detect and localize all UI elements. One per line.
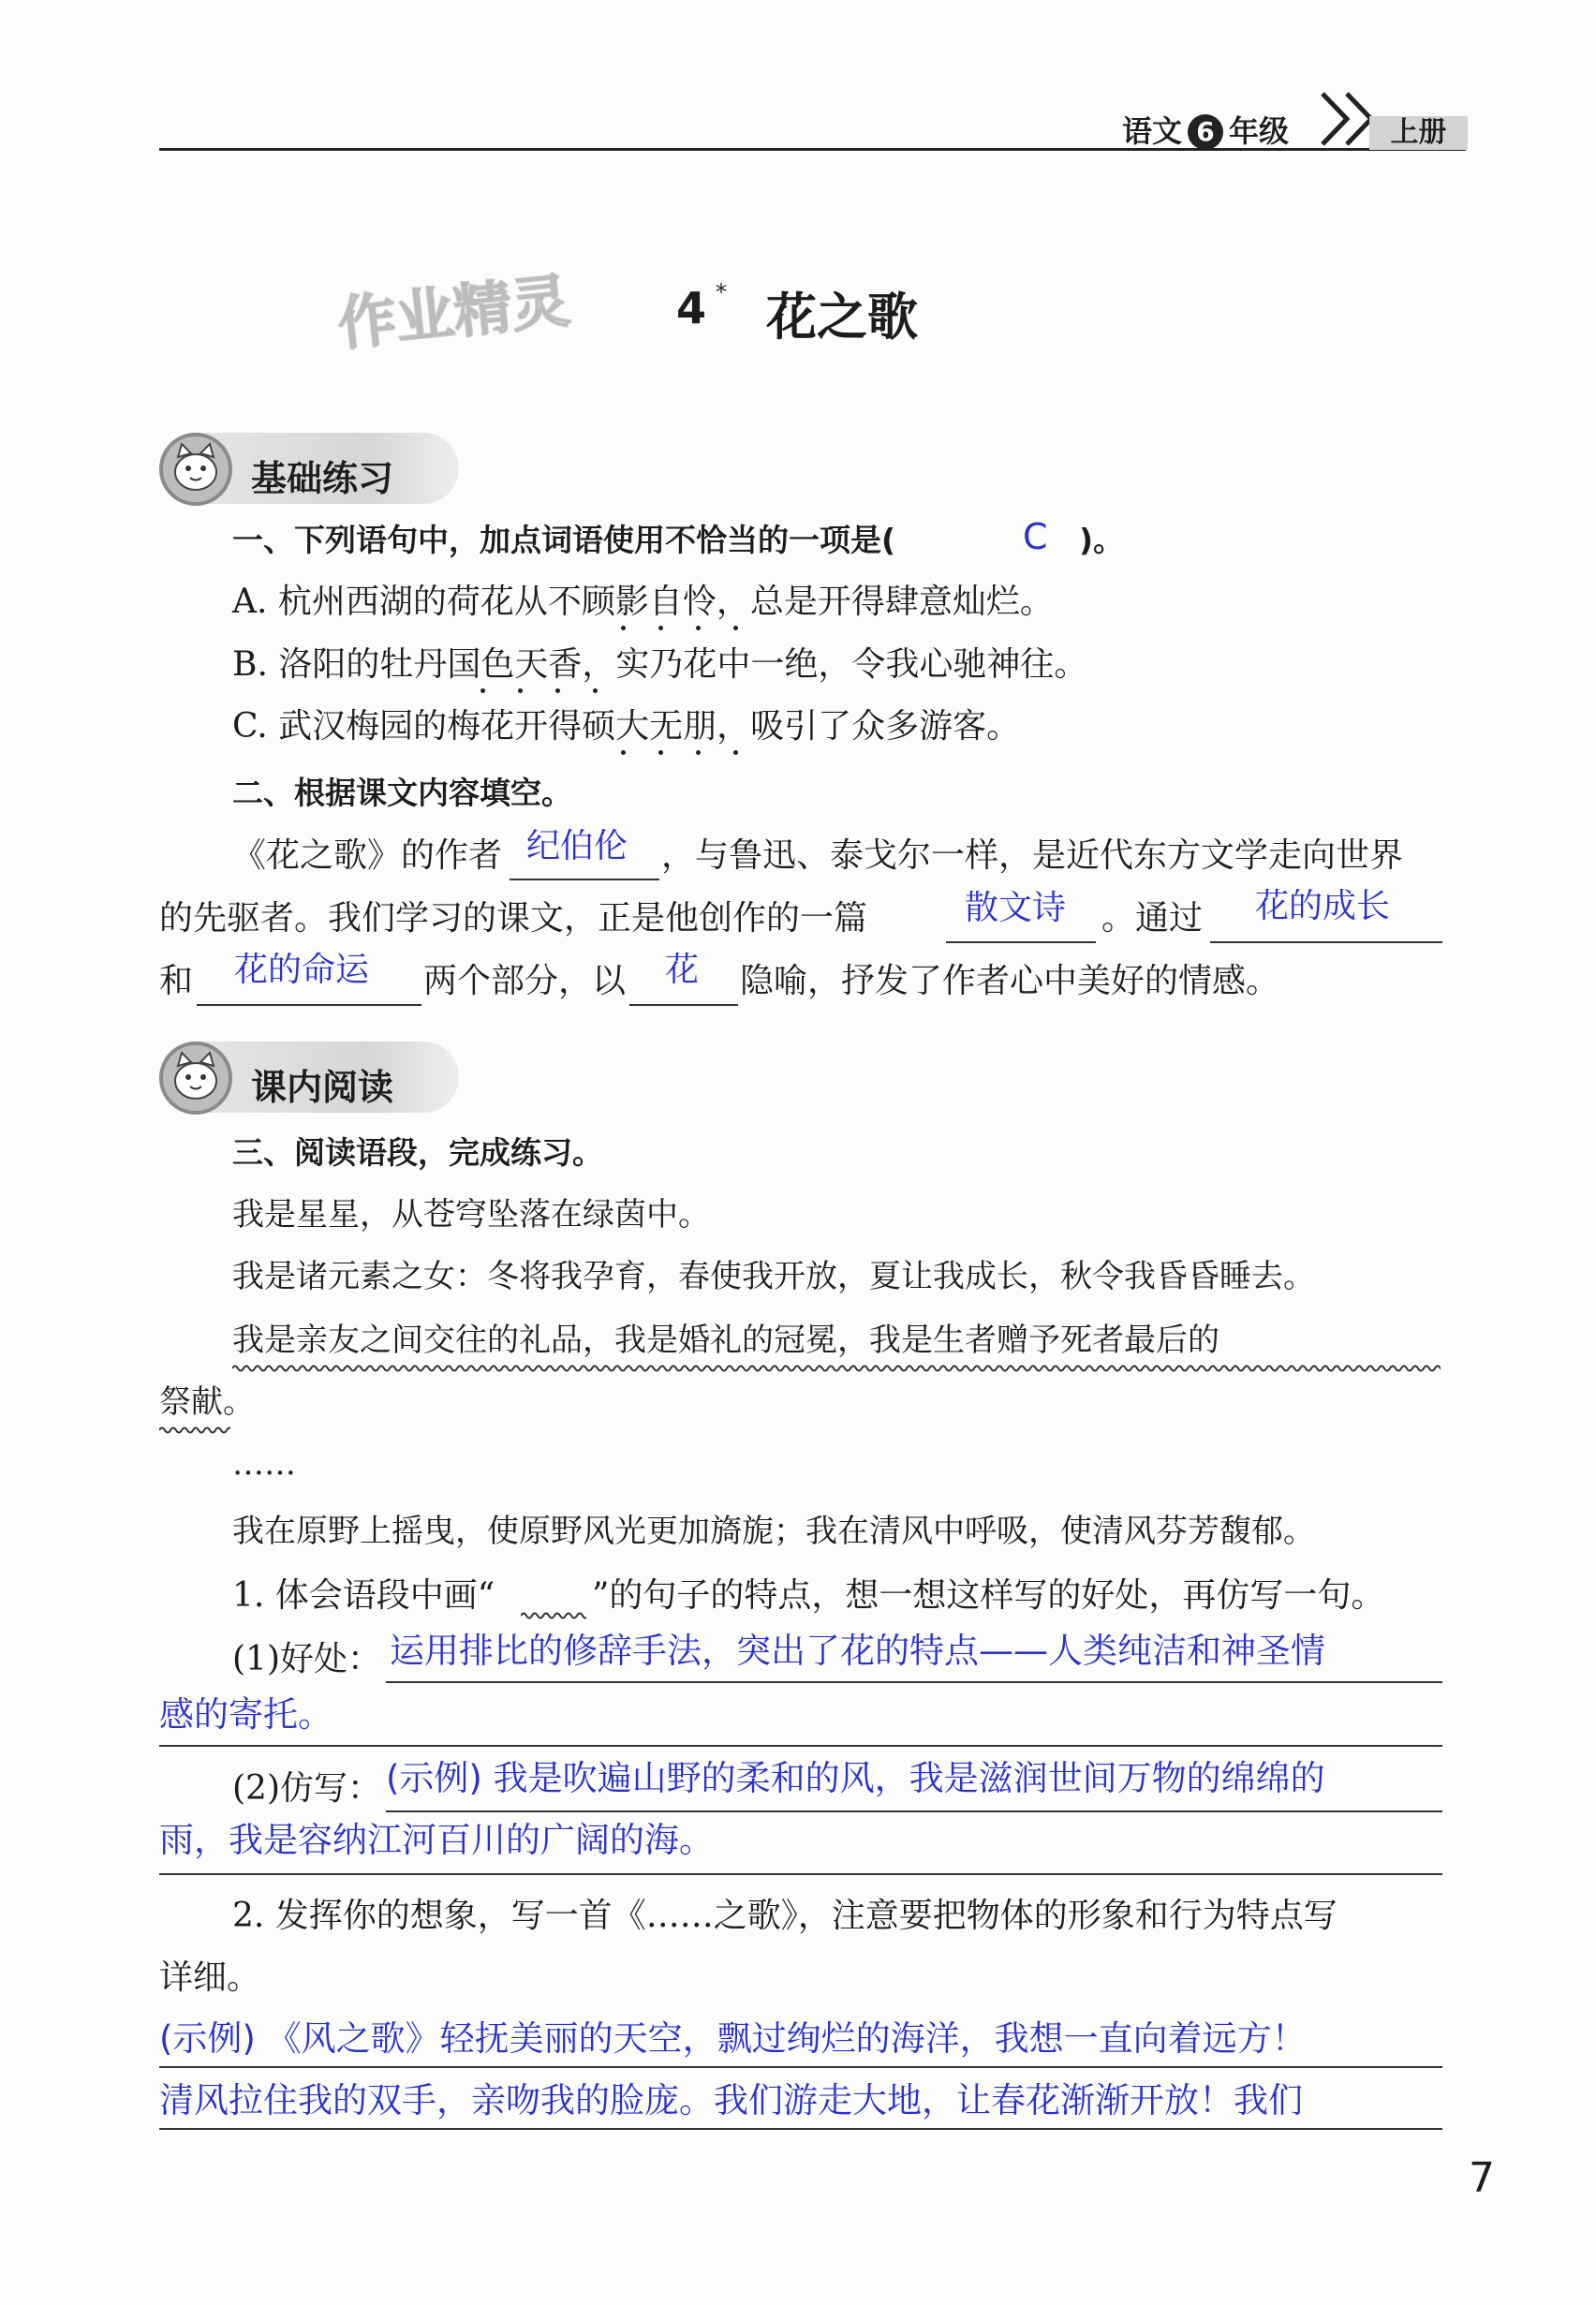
q2-prompt: 二、根据课文内容填空。 (232, 775, 572, 811)
header-subject-prefix: 语文 (1122, 113, 1183, 149)
sub1-1-answer: 运用排比的修辞手法，突出了花的特点——人类纯洁和神圣情 (390, 1631, 1325, 1671)
blank-line (197, 1004, 421, 1006)
q2-line1-a: 《花之歌》的作者 (232, 836, 503, 875)
sub2-prompt: 详细。 (159, 1958, 261, 1997)
q1-prompt: 一、下列语句中，加点词语使用不恰当的一项是( (232, 522, 896, 558)
q3-prompt: 三、阅读语段，完成练习。 (232, 1134, 603, 1171)
lesson-title: 花之歌 (766, 288, 918, 347)
passage-line: 我是星星，从苍穹坠落在绿茵中。 (232, 1196, 710, 1234)
q2-line2-a: 的先驱者。我们学习的课文，正是他创作的一篇 (159, 899, 868, 938)
q2-line3-a: 和 (159, 962, 194, 1000)
emphasis-dot (555, 688, 560, 693)
q2-line3-c: 隐喻，抒发了作者心中美好的情感。 (740, 962, 1280, 1000)
blank-line (629, 1004, 738, 1006)
q2-answer-flower: 花 (665, 951, 700, 989)
q2-line2-b: 。通过 (1101, 899, 1204, 938)
blank-line (946, 941, 1096, 943)
answer-line (159, 2066, 1442, 2068)
emphasis-dot (621, 626, 626, 630)
passage-line: 我在原野上摇曳，使原野风光更加旖旎；我在清风中呼吸，使清风芬芳馥郁。 (232, 1513, 1315, 1550)
header-subject-suffix: 年级 (1229, 113, 1290, 149)
sub1-2-answer: 雨，我是容纳江河百川的广阔的海。 (159, 1820, 714, 1860)
sub2-answer: (示例) 《风之歌》轻抚美丽的天空，飘过绚烂的海洋，我想一直向着远方！ (159, 2018, 1307, 2059)
q2-answer-author: 纪伯伦 (526, 827, 628, 865)
answer-line (386, 1681, 1442, 1683)
emphasis-dot (518, 688, 523, 693)
emphasis-dot (733, 626, 738, 630)
passage-ellipsis: …… (232, 1445, 296, 1483)
answer-line (386, 1810, 1442, 1812)
header-volume: 上册 (1369, 116, 1468, 150)
option-a: A. 杭州西湖的荷花从不顾影自怜，总是开得肆意灿烂。 (232, 583, 1054, 621)
sub1-2-answer: (示例) 我是吹遍山野的柔和的风，我是滋润世间万物的绵绵的 (386, 1758, 1325, 1798)
emphasis-dot (696, 750, 701, 755)
wavy-underline (232, 1360, 1441, 1378)
page-number: 7 (1469, 2154, 1495, 2202)
passage-line: 祭献。 (159, 1383, 255, 1421)
q2-answer-genre: 散文诗 (965, 889, 1067, 927)
option-b: B. 洛阳的牡丹国色天香，实乃花中一绝，令我心驰神往。 (232, 645, 1088, 684)
emphasis-dot (593, 688, 598, 693)
cat-icon (159, 433, 232, 506)
section-title-basic: 基础练习 (251, 458, 394, 499)
q1-suffix: )。 (1079, 522, 1125, 558)
wavy-underline (159, 1422, 230, 1440)
section-title-reading: 课内阅读 (251, 1067, 394, 1108)
passage-line: 我是诸元素之女：冬将我孕育，春使我开放，夏让我成长，秋令我昏昏睡去。 (232, 1258, 1315, 1295)
answer-line (159, 2128, 1442, 2130)
sub1-prompt-b: ”的句子的特点，想一想这样写的好处，再仿写一句。 (592, 1576, 1385, 1615)
lesson-marker: * (716, 279, 727, 305)
sub1-2-label: (2)仿写： (232, 1769, 381, 1808)
watermark: 作业精灵 (334, 266, 573, 359)
cat-icon (159, 1042, 232, 1115)
q2-line3-b: 两个部分，以 (423, 962, 627, 1000)
wavy-sample (521, 1607, 586, 1625)
sub1-prompt-a: 1. 体会语段中画“ (232, 1576, 495, 1615)
sub2-prompt: 2. 发挥你的想象，写一首《……之歌》，注意要把物体的形象和行为特点写 (232, 1897, 1337, 1935)
emphasis-dot (658, 750, 663, 755)
q1-answer: C (1023, 516, 1048, 557)
lesson-number: 4 (676, 283, 707, 333)
emphasis-dot (696, 626, 701, 630)
header-grade-badge: 6 (1188, 114, 1223, 150)
sub2-answer: 清风拉住我的双手，亲吻我的脸庞。我们游走大地，让春花渐渐开放！我们 (159, 2080, 1303, 2120)
sub1-1-answer: 感的寄托。 (159, 1694, 332, 1735)
emphasis-dot (658, 626, 663, 630)
blank-line (1210, 941, 1442, 943)
answer-line (159, 1873, 1442, 1875)
emphasis-dot (733, 750, 738, 755)
emphasis-dot (621, 750, 626, 755)
q2-answer-growth: 花的成长 (1255, 887, 1391, 925)
sub1-1-label: (1)好处： (232, 1640, 381, 1678)
passage-line: 我是亲友之间交往的礼品，我是婚礼的冠冕，我是生者赠予死者最后的 (232, 1322, 1219, 1359)
q2-line1-b: ，与鲁迅、泰戈尔一样，是近代东方文学走向世界 (661, 836, 1404, 875)
option-c: C. 武汉梅园的梅花开得硕大无朋，吸引了众多游客。 (232, 707, 1021, 746)
q2-answer-fate: 花的命运 (234, 951, 370, 989)
emphasis-dot (480, 688, 485, 693)
blank-line (510, 879, 659, 880)
answer-line (159, 1745, 1442, 1747)
